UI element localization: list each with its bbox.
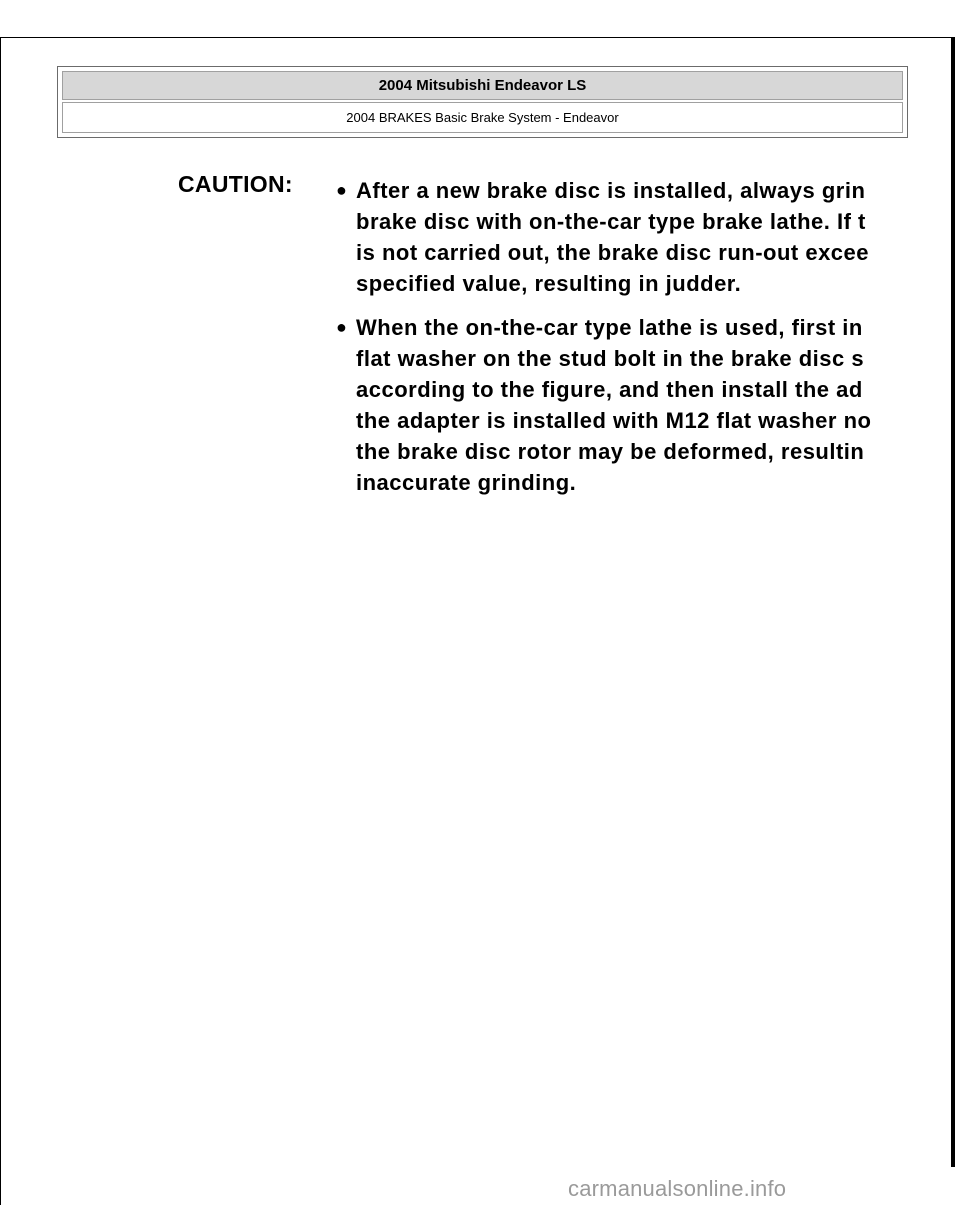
caution-line: After a new brake disc is installed, always grin: [356, 178, 866, 203]
caution-line: flat washer on the stud bolt in the brake disc s: [356, 346, 865, 371]
page-frame-edge: [0, 1165, 1, 1205]
site-watermark: carmanualsonline.info: [568, 1176, 787, 1201]
caution-line: the adapter is installed with M12 flat washer no: [356, 408, 872, 433]
bullet-icon: ●: [336, 180, 347, 200]
document-header: [57, 66, 908, 138]
caution-item: [336, 312, 905, 498]
caution-line: brake disc with on-the-car type brake lathe. If t: [356, 209, 866, 234]
caution-line: the brake disc rotor may be deformed, resultin: [356, 439, 865, 464]
caution-line: When the on-the-car type lathe is used, first in: [356, 315, 863, 340]
caution-line: specified value, resulting in judder.: [356, 271, 742, 296]
caution-line: inaccurate grinding.: [356, 470, 577, 495]
caution-line: according to the figure, and then install the ad: [356, 377, 863, 402]
caution-list: [336, 175, 905, 511]
document-title: 2004 Mitsubishi Endeavor LS: [62, 71, 903, 100]
caution-item: [336, 175, 905, 299]
caution-line: is not carried out, the brake disc run-out excee: [356, 240, 870, 265]
caution-label: CAUTION:: [178, 171, 293, 197]
bullet-icon: ●: [336, 317, 347, 337]
document-subtitle: 2004 BRAKES Basic Brake System - Endeavor: [62, 102, 903, 133]
